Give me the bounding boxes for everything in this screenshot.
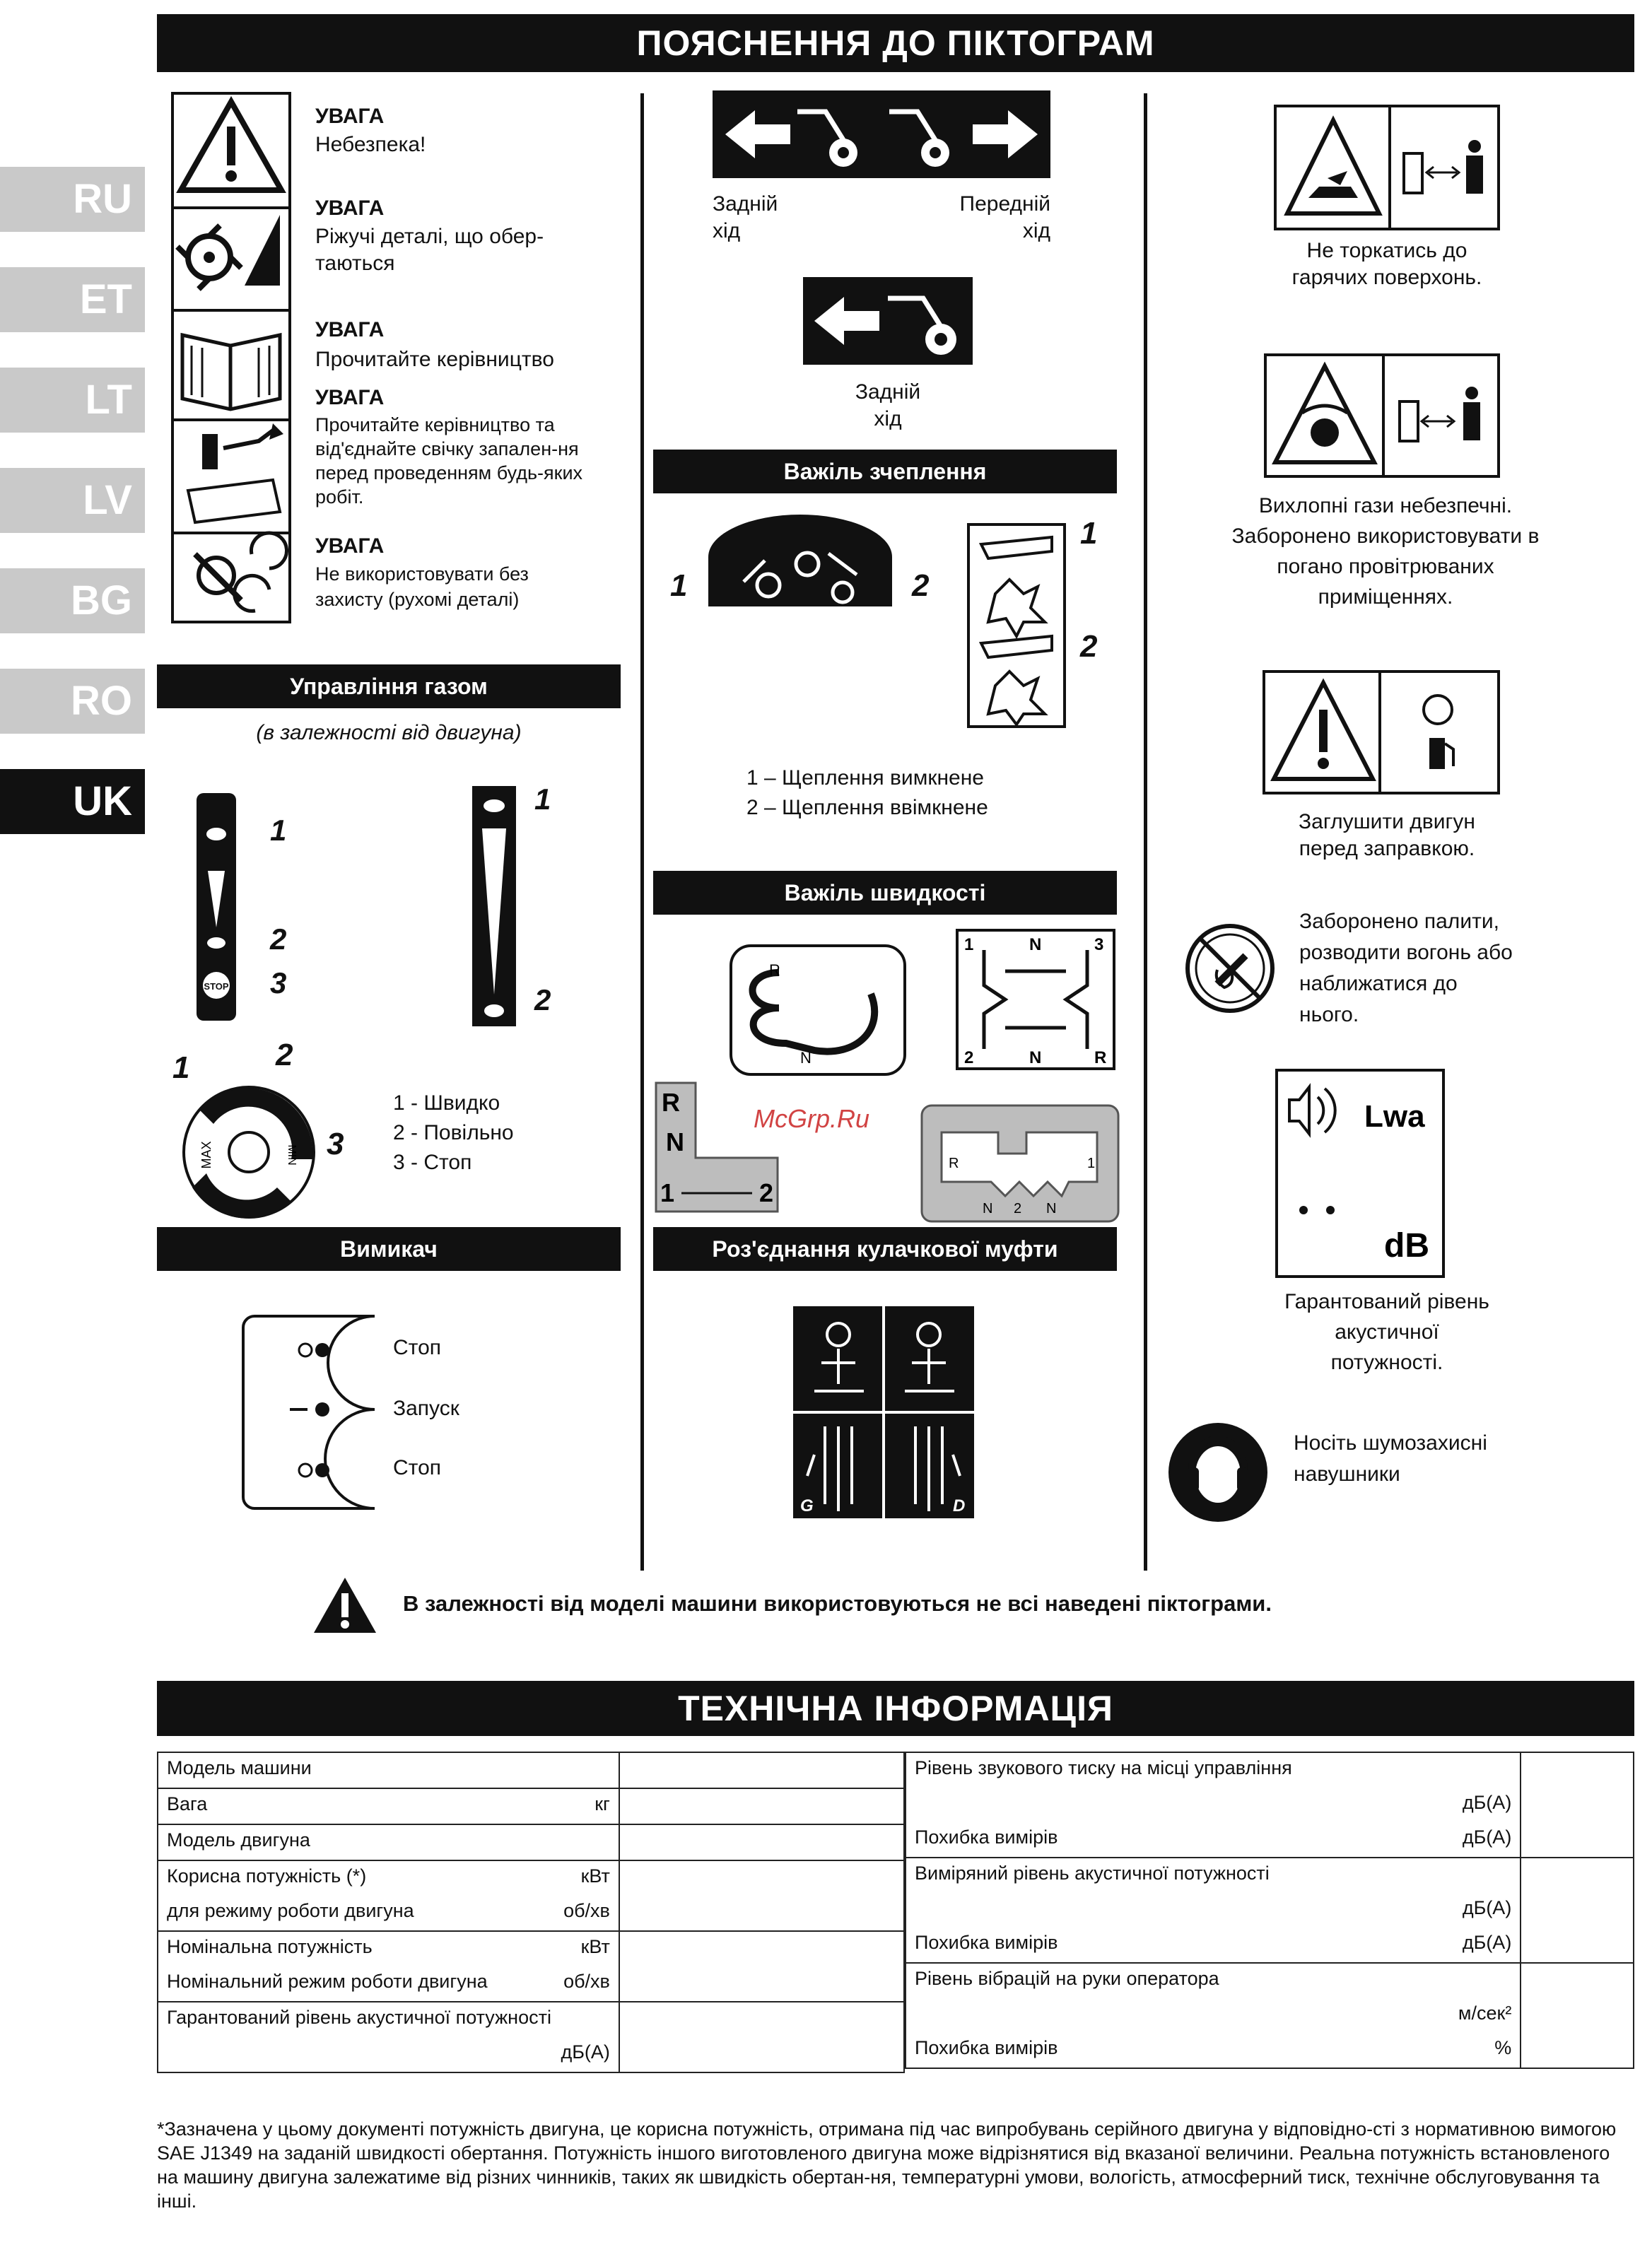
forward-label: Передній хід [959, 192, 1050, 242]
tech-label: Рівень вібрацій на руки оператора [906, 1963, 1521, 1998]
tech-value-cell [619, 2002, 904, 2072]
tech-label: Номінальна потужність кВт [158, 1931, 619, 1966]
lwa-label: Lwa [1364, 1099, 1425, 1134]
svg-text:N: N [1029, 935, 1042, 954]
direction-reverse-icon [803, 277, 973, 365]
svg-text:R: R [1094, 1048, 1107, 1067]
page-title: ПОЯСНЕННЯ ДО ПІКТОГРАМ [157, 14, 1634, 72]
tech-label: дБ(А) [906, 1788, 1521, 1822]
dog-clutch-graphic [793, 1306, 974, 1518]
spark-plug-disconnect-icon [188, 423, 283, 522]
rabbit-icon [206, 828, 226, 840]
column-divider [640, 93, 644, 1571]
exhaust-gas-caption: Вихлопні гази небезпечні. Заборонено використовувати в погано провітрюваних приміщеннях. [1231, 494, 1540, 609]
hot-surface-caption: Не торкатись до гарячих поверхонь. [1291, 239, 1482, 289]
warning-title: УВАГА [315, 105, 385, 128]
clutch-legend-item: 2 – Щеплення ввімкнене [746, 796, 988, 819]
clutch-header: Важіль зчеплення [653, 450, 1117, 493]
clutch-positions-icon [967, 523, 1066, 728]
hot-surface-pictogram [1274, 105, 1500, 230]
direction-arrows [713, 90, 1050, 178]
notice-text: В залежності від моделі машини використовуються не всі наведені піктограми. [403, 1591, 1272, 1616]
clutch-marker-2: 2 [1080, 629, 1098, 664]
tech-label: дБ(А) [906, 1893, 1521, 1928]
clutch-marker-1: 1 [1080, 516, 1098, 551]
warning-text: Небезпека! [315, 133, 426, 156]
warning-title: УВАГА [315, 197, 385, 220]
tech-value-cell [1521, 1752, 1634, 1858]
svg-text:R: R [662, 1088, 680, 1117]
watermark-text: McGrp.Ru [754, 1104, 870, 1133]
svg-text:N: N [666, 1127, 684, 1156]
throttle-dial-icon [178, 1081, 320, 1223]
notice-warning-icon [311, 1575, 379, 1636]
reverse-only-label: Задній хід [855, 380, 921, 430]
exhaust-gas-pictogram [1264, 353, 1500, 478]
warning-pictogram-strip [171, 92, 291, 623]
gas-legend-item: 1 - Швидко [393, 1091, 500, 1115]
knob-r-label: R [769, 961, 780, 979]
exhaust-gas-icon [1267, 356, 1497, 475]
gas-legend-item: 2 - Повільно [393, 1121, 514, 1144]
gas-marker-3: 3 [270, 966, 287, 999]
rotating-blade-icon [177, 215, 280, 289]
knob-n-label: N [800, 1049, 812, 1067]
tech-value-cell [619, 1931, 904, 2002]
warning-text: Прочитайте керівництво та від'єднайте свічку запален-ня перед проведенням будь-яких робіт. [315, 414, 583, 508]
svg-text:2: 2 [964, 1048, 974, 1067]
ear-protection-caption: Носіть шумозахисні навушники [1294, 1431, 1487, 1486]
refuel-stop-icon [1265, 673, 1497, 792]
rabbit-icon [484, 799, 505, 812]
db-label: dB [1384, 1227, 1429, 1265]
tech-value-cell [619, 1824, 904, 1860]
tech-label: Похибка вимірів % [906, 2033, 1521, 2068]
lang-tab-lt[interactable]: LT [0, 368, 145, 433]
column-divider [1144, 93, 1147, 1571]
tech-label: Гарантований рівень акустичної потужності [158, 2002, 619, 2037]
svg-text:2: 2 [1014, 1201, 1022, 1216]
gas-marker-1: 1 [270, 814, 287, 847]
speed-header: Важіль швидкості [653, 871, 1117, 915]
sound-power-caption: Гарантований рівень акустичної потужності. [1284, 1290, 1489, 1374]
tech-label: Виміряний рівень акустичної потужності [906, 1858, 1521, 1893]
moving-parts-guard-icon [195, 533, 286, 611]
tech-label: Модель двигуна [158, 1824, 619, 1860]
tech-table-right [905, 1752, 1634, 2069]
throttle-lever-a [197, 793, 236, 1021]
warning-text: Прочитайте керівництво [315, 348, 554, 371]
warning-text: Ріжучі деталі, що обер- таються [315, 225, 544, 275]
reverse-arrow [803, 277, 973, 365]
lang-tab-uk[interactable]: UK [0, 769, 145, 834]
clutch-legend-item: 1 – Щеплення вимкнене [746, 766, 984, 790]
tech-info-title: ТЕХНІЧНА ІНФОРМАЦІЯ [157, 1681, 1634, 1736]
switch-label-stop: Стоп [393, 1456, 441, 1479]
refuel-stop-pictogram [1263, 670, 1500, 794]
svg-text:1: 1 [964, 935, 974, 954]
switch-header: Вимикач [157, 1227, 621, 1271]
gas-legend-item: 3 - Стоп [393, 1151, 472, 1174]
tech-label: Похибка вимірів дБ(А) [906, 1928, 1521, 1963]
refuel-caption: Заглушити двигун перед заправкою. [1299, 810, 1475, 860]
tech-label: дБ(А) [158, 2037, 619, 2072]
stop-icon: STOP [204, 981, 229, 992]
gas-marker-2: 2 [270, 922, 287, 956]
footnote: *Зазначена у цьому документі потужність двигуна, це корисна потужність, отримана під час випробувань серійного двигуна у відповідно-сті з нормативною вимогою SAE J1349 на заданій швидкості обертання. Потужність іншого виготовленого двигуна може відрізнятися від вказаної величини. Реальна потужність встановленого на машину двигуна залежатиме від різних чинників, таких як швидкість обертан-ня, температурні умови, вологість, атмосферний тиск, технічне обслуговування та інші. [157, 2118, 1617, 2212]
svg-text:1: 1 [1087, 1156, 1096, 1171]
svg-text:N: N [1029, 1048, 1042, 1067]
dog-clutch-header: Роз'єднання кулачкової муфти [653, 1227, 1117, 1271]
lang-tab-et[interactable]: ET [0, 267, 145, 332]
dog-clutch-g-label: G [800, 1496, 814, 1515]
throttle-b-icons [472, 786, 516, 1026]
svg-text:N: N [1046, 1201, 1057, 1216]
gas-control-header: Управління газом [157, 664, 621, 708]
svg-text:N: N [983, 1201, 993, 1216]
warning-title: УВАГА [315, 318, 385, 341]
switch-diagram-icon [240, 1313, 382, 1511]
svg-text:3: 3 [1094, 935, 1104, 954]
lang-tab-ru[interactable]: RU [0, 167, 145, 232]
tech-table-left [157, 1752, 905, 2073]
warning-text: Не використовувати без захисту (рухомі деталі) [315, 563, 529, 610]
sound-power-pictogram [1275, 1069, 1445, 1278]
direction-forward-reverse-icon [713, 90, 1050, 178]
tech-label: м/сек² [906, 1998, 1521, 2033]
lang-tab-lv[interactable]: LV [0, 468, 145, 533]
switch-label-start: Запуск [393, 1397, 459, 1420]
tech-value-cell [619, 1788, 904, 1824]
ear-protection-icon [1166, 1421, 1270, 1524]
tech-value-cell [619, 1860, 904, 1931]
svg-text:1: 1 [660, 1178, 675, 1207]
svg-text:R: R [949, 1156, 959, 1171]
clutch-lever-icon [701, 515, 899, 614]
throttle-a-icons [197, 793, 236, 1021]
tech-label: Похибка вимірів дБ(А) [906, 1822, 1521, 1858]
gas-marker-1: 1 [534, 782, 551, 816]
tech-value-cell [1521, 1858, 1634, 1963]
tech-label: Номінальний режим роботи двигуна об/хв [158, 1966, 619, 2002]
warning-title: УВАГА [315, 534, 385, 558]
switch-label-stop: Стоп [393, 1336, 441, 1359]
reverse-label: Задній хід [713, 192, 778, 242]
svg-text:2: 2 [759, 1178, 774, 1207]
tech-value-cell [1521, 1963, 1634, 2068]
lang-tab-ro[interactable]: RO [0, 669, 145, 734]
tech-label: Рівень звукового тиску на місці управління [906, 1752, 1521, 1788]
no-fire-caption: Заборонено палити, розводити вогонь або наближатися до нього. [1299, 910, 1513, 1026]
turtle-icon [484, 1004, 504, 1017]
speed-l-gate-icon [653, 1080, 780, 1214]
dial-marker-1: 1 [172, 1050, 190, 1085]
gas-control-subtitle: (в залежності від двигуна) [256, 721, 522, 744]
sound-power-icon [1278, 1072, 1442, 1275]
dog-clutch-icon [793, 1306, 974, 1518]
speed-gray-gate-icon [920, 1104, 1120, 1223]
tech-label: Вага кг [158, 1788, 619, 1824]
gas-marker-2: 2 [534, 983, 551, 1016]
throttle-lever-b [472, 786, 516, 1026]
tech-label: Корисна потужність (*) кВт [158, 1860, 619, 1896]
warning-title: УВАГА [315, 386, 385, 409]
turtle-icon [207, 937, 225, 949]
tech-label: Модель машини [158, 1752, 619, 1788]
clutch-marker-1: 1 [670, 568, 688, 603]
tech-value-cell [619, 1752, 904, 1788]
dial-min-label: MIN [286, 1144, 298, 1166]
dial-max-label: MAX [199, 1141, 213, 1169]
lang-tab-bg[interactable]: BG [0, 568, 145, 633]
dog-clutch-d-label: D [953, 1496, 966, 1515]
speed-knob-gate-icon [730, 944, 906, 1076]
hot-surface-icon [1277, 107, 1497, 228]
clutch-marker-2: 2 [912, 568, 930, 603]
tech-label: для режиму роботи двигуна об/хв [158, 1896, 619, 1931]
dial-marker-3: 3 [327, 1127, 344, 1161]
no-fire-icon [1182, 920, 1278, 1016]
warning-strip-icons [174, 95, 288, 621]
dial-marker-2: 2 [276, 1038, 293, 1072]
manual-book-icon [182, 335, 280, 409]
speed-h-gate-icon [956, 929, 1115, 1070]
